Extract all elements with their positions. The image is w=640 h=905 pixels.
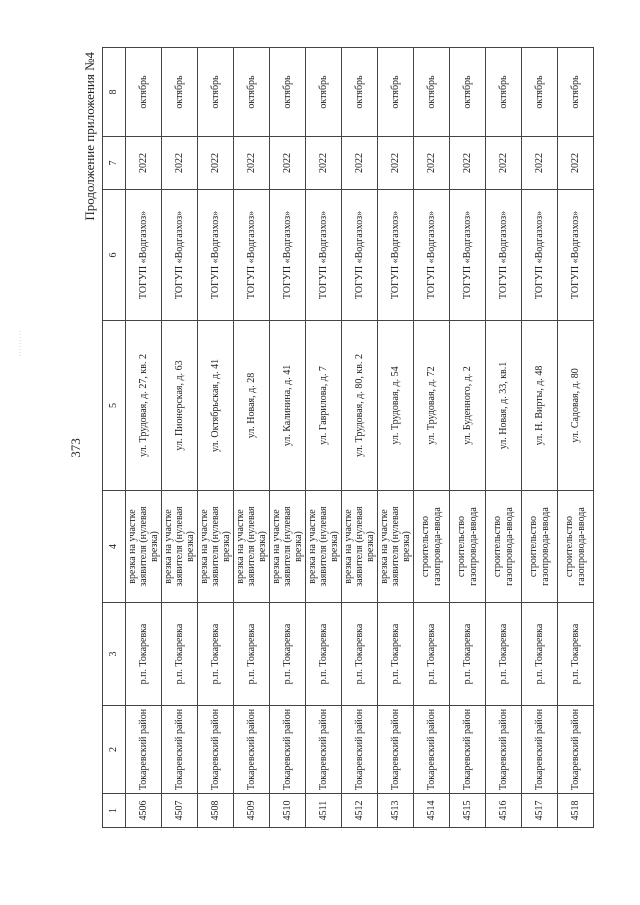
- cell-year: 2022: [126, 137, 162, 190]
- cell-address: ул. Трудовая, д. 80, кв. 2: [342, 321, 378, 491]
- cell-district: Токаревский район: [450, 706, 486, 794]
- table-row: [522, 48, 558, 828]
- cell-row-number: 4511: [306, 794, 342, 828]
- table-row: [558, 48, 594, 828]
- column-header-4: 4: [103, 491, 126, 603]
- cell-district: Токаревский район: [270, 706, 306, 794]
- cell-address: ул. Садовая, д. 80: [558, 321, 594, 491]
- cell-row-number: 4512: [342, 794, 378, 828]
- cell-work-type: строительство газопровода-ввода: [558, 491, 594, 603]
- column-header-5: 5: [103, 321, 126, 491]
- cell-month: октябрь: [522, 48, 558, 137]
- cell-year: 2022: [450, 137, 486, 190]
- cell-settlement: р.п. Токаревка: [126, 603, 162, 706]
- cell-district: Токаревский район: [342, 706, 378, 794]
- cell-district: Токаревский район: [414, 706, 450, 794]
- table-body: [126, 48, 594, 828]
- cell-organization: ТОГУП «Водгазхоз»: [522, 190, 558, 321]
- table-row: [198, 48, 234, 828]
- page-number: 373: [68, 438, 83, 458]
- cell-row-number: 4514: [414, 794, 450, 828]
- cell-address: ул. Трудовая, д. 54: [378, 321, 414, 491]
- cell-address: ул. Трудовая, д. 27, кв. 2: [126, 321, 162, 491]
- table-row: [486, 48, 522, 828]
- continuation-label: Продолжение приложения №4: [82, 52, 97, 221]
- cell-address: ул. Н. Вирты, д. 48: [522, 321, 558, 491]
- cell-row-number: 4509: [234, 794, 270, 828]
- cell-address: ул. Трудовая, д. 72: [414, 321, 450, 491]
- column-header-3: 3: [103, 603, 126, 706]
- cell-district: Токаревский район: [558, 706, 594, 794]
- cell-address: ул. Новая, д. 33, кв.1: [486, 321, 522, 491]
- cell-organization: ТОГУП «Водгазхоз»: [342, 190, 378, 321]
- cell-row-number: 4518: [558, 794, 594, 828]
- column-header-2: 2: [103, 706, 126, 794]
- cell-address: ул. Гаврилова, д. 7: [306, 321, 342, 491]
- cell-year: 2022: [306, 137, 342, 190]
- cell-work-type: врезка на участке заявителя (нулевая врезка): [378, 491, 414, 603]
- cell-year: 2022: [234, 137, 270, 190]
- cell-settlement: р.п. Токаревка: [558, 603, 594, 706]
- cell-work-type: врезка на участке заявителя (нулевая врезка): [234, 491, 270, 603]
- cell-work-type: строительство газопровода-ввода: [414, 491, 450, 603]
- cell-settlement: р.п. Токаревка: [450, 603, 486, 706]
- cell-address: ул. Калинина, д. 41: [270, 321, 306, 491]
- table-row: [270, 48, 306, 828]
- cell-year: 2022: [270, 137, 306, 190]
- cell-work-type: врезка на участке заявителя (нулевая врезка): [126, 491, 162, 603]
- cell-organization: ТОГУП «Водгазхоз»: [450, 190, 486, 321]
- cell-settlement: р.п. Токаревка: [198, 603, 234, 706]
- cell-organization: ТОГУП «Водгазхоз»: [126, 190, 162, 321]
- cell-row-number: 4516: [486, 794, 522, 828]
- cell-settlement: р.п. Токаревка: [342, 603, 378, 706]
- cell-district: Токаревский район: [486, 706, 522, 794]
- cell-work-type: врезка на участке заявителя (нулевая врезка): [270, 491, 306, 603]
- cell-year: 2022: [522, 137, 558, 190]
- cell-organization: ТОГУП «Водгазхоз»: [378, 190, 414, 321]
- cell-district: Токаревский район: [522, 706, 558, 794]
- cell-work-type: врезка на участке заявителя (нулевая врезка): [162, 491, 198, 603]
- cell-district: Токаревский район: [162, 706, 198, 794]
- cell-month: октябрь: [306, 48, 342, 137]
- cell-year: 2022: [558, 137, 594, 190]
- table-row: [342, 48, 378, 828]
- cell-row-number: 4507: [162, 794, 198, 828]
- cell-month: октябрь: [414, 48, 450, 137]
- cell-month: октябрь: [198, 48, 234, 137]
- cell-settlement: р.п. Токаревка: [162, 603, 198, 706]
- cell-district: Токаревский район: [234, 706, 270, 794]
- cell-month: октябрь: [270, 48, 306, 137]
- cell-organization: ТОГУП «Водгазхоз»: [198, 190, 234, 321]
- cell-work-type: врезка на участке заявителя (нулевая врезка): [306, 491, 342, 603]
- cell-row-number: 4515: [450, 794, 486, 828]
- cell-settlement: р.п. Токаревка: [414, 603, 450, 706]
- column-header-8: 8: [103, 48, 126, 137]
- cell-row-number: 4510: [270, 794, 306, 828]
- cell-month: октябрь: [126, 48, 162, 137]
- cell-work-type: врезка на участке заявителя (нулевая врезка): [198, 491, 234, 603]
- cell-settlement: р.п. Токаревка: [486, 603, 522, 706]
- cell-organization: ТОГУП «Водгазхоз»: [414, 190, 450, 321]
- table-row: [126, 48, 162, 828]
- cell-address: ул. Пионерская, д. 63: [162, 321, 198, 491]
- cell-organization: ТОГУП «Водгазхоз»: [558, 190, 594, 321]
- scan-mark: ·········: [18, 329, 24, 357]
- cell-district: Токаревский район: [126, 706, 162, 794]
- column-header-1: 1: [103, 794, 126, 828]
- cell-month: октябрь: [486, 48, 522, 137]
- cell-row-number: 4517: [522, 794, 558, 828]
- cell-year: 2022: [162, 137, 198, 190]
- table-row: [450, 48, 486, 828]
- cell-district: Токаревский район: [198, 706, 234, 794]
- cell-work-type: строительство газопровода-ввода: [522, 491, 558, 603]
- cell-year: 2022: [198, 137, 234, 190]
- cell-year: 2022: [342, 137, 378, 190]
- cell-row-number: 4513: [378, 794, 414, 828]
- rotated-page-content: [80, 48, 587, 828]
- cell-address: ул. Октябрьская, д. 41: [198, 321, 234, 491]
- cell-month: октябрь: [558, 48, 594, 137]
- cell-row-number: 4506: [126, 794, 162, 828]
- table-row: [234, 48, 270, 828]
- cell-month: октябрь: [162, 48, 198, 137]
- table-header-row: [103, 48, 126, 828]
- cell-organization: ТОГУП «Водгазхоз»: [234, 190, 270, 321]
- table-row: [162, 48, 198, 828]
- cell-settlement: р.п. Токаревка: [306, 603, 342, 706]
- objects-table: [102, 47, 594, 828]
- table-row: [414, 48, 450, 828]
- column-header-7: 7: [103, 137, 126, 190]
- cell-month: октябрь: [234, 48, 270, 137]
- cell-district: Токаревский район: [378, 706, 414, 794]
- column-header-6: 6: [103, 190, 126, 321]
- cell-organization: ТОГУП «Водгазхоз»: [486, 190, 522, 321]
- cell-month: октябрь: [450, 48, 486, 137]
- cell-year: 2022: [486, 137, 522, 190]
- cell-settlement: р.п. Токаревка: [378, 603, 414, 706]
- cell-work-type: строительство газопровода-ввода: [486, 491, 522, 603]
- cell-address: ул. Новая, д. 28: [234, 321, 270, 491]
- cell-settlement: р.п. Токаревка: [270, 603, 306, 706]
- cell-organization: ТОГУП «Водгазхоз»: [306, 190, 342, 321]
- cell-work-type: врезка на участке заявителя (нулевая врезка): [342, 491, 378, 603]
- cell-settlement: р.п. Токаревка: [234, 603, 270, 706]
- cell-address: ул. Буденного, д. 2: [450, 321, 486, 491]
- cell-settlement: р.п. Токаревка: [522, 603, 558, 706]
- cell-year: 2022: [414, 137, 450, 190]
- table-row: [378, 48, 414, 828]
- cell-year: 2022: [378, 137, 414, 190]
- cell-work-type: строительство газопровода-ввода: [450, 491, 486, 603]
- cell-month: октябрь: [378, 48, 414, 137]
- cell-district: Токаревский район: [306, 706, 342, 794]
- table-row: [306, 48, 342, 828]
- cell-row-number: 4508: [198, 794, 234, 828]
- cell-organization: ТОГУП «Водгазхоз»: [162, 190, 198, 321]
- cell-organization: ТОГУП «Водгазхоз»: [270, 190, 306, 321]
- cell-month: октябрь: [342, 48, 378, 137]
